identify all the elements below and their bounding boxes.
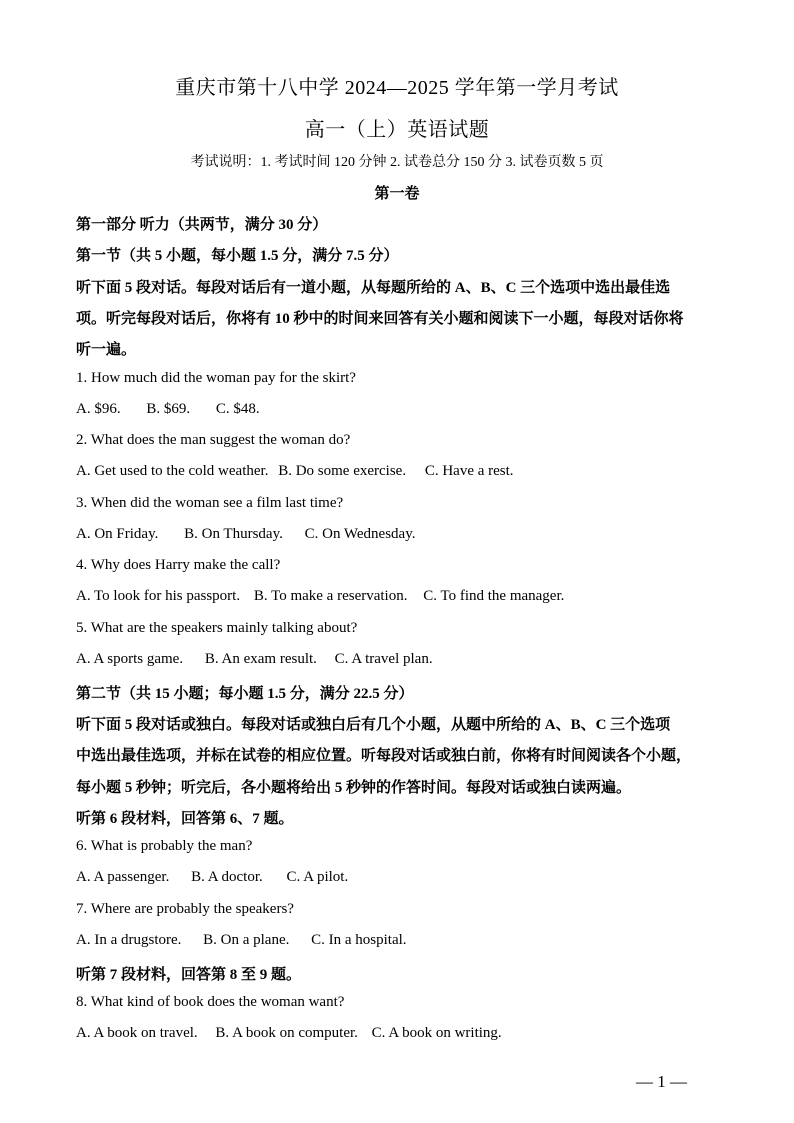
section2-instruction-line: 听下面 5 段对话或独白。每段对话或独白后有几个小题，从题中所给的 A、B、C 三个选项 <box>76 717 671 733</box>
option-c: C. To find the manager. <box>423 588 565 604</box>
page-number: — 1 — <box>636 1072 687 1091</box>
option-b: B. On Thursday. <box>184 526 283 542</box>
option-c: C. A book on writing. <box>371 1025 502 1041</box>
question-options <box>76 588 564 605</box>
section1-instruction-line: 项。听完每段对话后，你将有 10 秒中的时间来回答有关小题和阅读下一小题，每段对话你将 <box>76 311 684 327</box>
option-b: B. $69. <box>146 401 191 417</box>
question-text: 3. When did the woman see a film last time? <box>76 495 344 511</box>
option-c: C. Have a rest. <box>424 463 514 479</box>
option-b: B. On a plane. <box>203 932 290 948</box>
option-b: B. A book on computer. <box>215 1025 358 1041</box>
question-text: 8. What kind of book does the woman want? <box>76 994 345 1010</box>
question-options <box>76 1025 502 1042</box>
option-b: B. To make a reservation. <box>253 588 408 604</box>
option-b: B. Do some exercise. <box>278 463 407 479</box>
question-text: 5. What are the speakers mainly talking about? <box>76 620 358 636</box>
option-a: A. In a drugstore. <box>76 932 182 948</box>
material-7-heading: 听第 7 段材料，回答第 8 至 9 题。 <box>76 967 302 983</box>
question-options <box>76 526 415 543</box>
option-a: A. A passenger. <box>76 869 170 885</box>
option-a: A. Get used to the cold weather. <box>76 463 269 479</box>
option-a: A. A book on travel. <box>76 1025 198 1041</box>
section2-instruction-line: 中选出最佳选项，并标在试卷的相应位置。听每段对话或独白前，你将有时间阅读各个小题， <box>76 748 692 764</box>
section2-instruction-line: 每小题 5 秒钟；听完后，各小题将给出 5 秒钟的作答时间。每段对话或独白读两遍。 <box>76 780 632 796</box>
option-c: C. On Wednesday. <box>304 526 416 542</box>
option-c: C. A travel plan. <box>334 651 433 667</box>
question-text: 7. Where are probably the speakers? <box>76 901 294 917</box>
option-b: B. An exam result. <box>204 651 317 667</box>
option-c: C. A pilot. <box>286 869 349 885</box>
question-options <box>76 869 348 886</box>
question-options <box>76 932 407 949</box>
option-b: B. A doctor. <box>191 869 263 885</box>
part1-heading: 第一部分 听力（共两节，满分 30 分） <box>76 217 328 233</box>
option-c: C. $48. <box>215 401 260 417</box>
option-a: A. On Friday. <box>76 526 159 542</box>
volume-heading: 第一卷 <box>374 186 420 202</box>
option-c: C. In a hospital. <box>311 932 407 948</box>
option-a: A. $96. <box>76 401 121 417</box>
question-text: 6. What is probably the man? <box>76 838 253 854</box>
section1-instruction-line: 听一遍。 <box>76 342 137 358</box>
exam-title: 重庆市第十八中学 2024—2025 学年第一学月考试 <box>175 77 619 99</box>
section2-heading: 第二节（共 15 小题；每小题 1.5 分，满分 22.5 分） <box>76 686 414 702</box>
question-options <box>76 651 433 668</box>
section1-instruction-line: 听下面 5 段对话。每段对话后有一道小题，从每题所给的 A、B、C 三个选项中选出最佳选 <box>76 280 671 296</box>
exam-note: 考试说明：1. 考试时间 120 分钟 2. 试卷总分 150 分 3. 试卷页数 5 页 <box>190 155 604 170</box>
option-a: A. A sports game. <box>76 651 184 667</box>
exam-subtitle: 高一（上）英语试题 <box>304 119 490 141</box>
option-a: A. To look for his passport. <box>76 588 241 604</box>
section1-heading: 第一节（共 5 小题，每小题 1.5 分，满分 7.5 分） <box>76 248 399 264</box>
question-options <box>76 463 514 480</box>
question-text: 2. What does the man suggest the woman do? <box>76 432 351 448</box>
question-text: 4. Why does Harry make the call? <box>76 557 281 573</box>
question-options <box>76 401 260 418</box>
question-text: 1. How much did the woman pay for the skirt? <box>76 370 356 386</box>
material-6-heading: 听第 6 段材料，回答第 6、7 题。 <box>76 811 294 827</box>
